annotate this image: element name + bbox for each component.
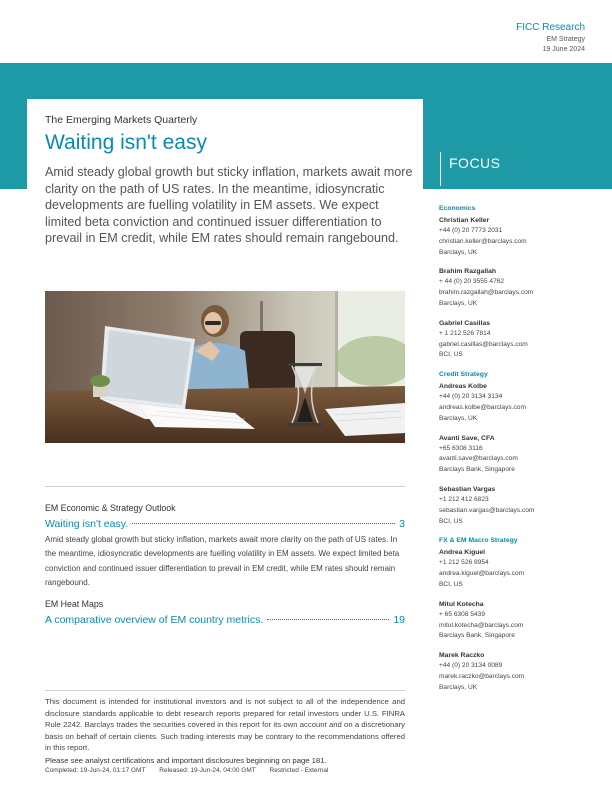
sidebar-section-fx: FX & EM Macro Strategy xyxy=(439,537,518,545)
analyst-entity: Barclays Bank, Singapore xyxy=(439,632,515,640)
cover-photo xyxy=(45,291,405,443)
toc-description: Amid steady global growth but sticky inflation, markets await more clarity on the path of US rates. In the meantime, idiosyncratic developments are fuelling volatility in EM assets. We expect limited beta conviction and continued issuer differentiation to prevail in EM credit, while EM rates should remain rangebound. xyxy=(45,535,400,588)
analyst-certification: Please see analyst certifications and important disclosures beginning on page 181. xyxy=(45,756,327,765)
analyst-card xyxy=(439,434,589,476)
disclaimer-text: This document is intended for institutional investors and is not subject to all of the independence and disclosure standards applicable to debt research reports prepared for retail investors under U.S. FINRA Rule 2242. Barclays trades the securities covered in this report for its own account and on a discretionary basis on behalf of certain clients. Such trading interests may be contrary to the recommendations offered in this report. xyxy=(45,697,405,752)
classification-label: Restricted - External xyxy=(269,767,329,774)
analyst-phone: +44 (0) 20 3134 0089 xyxy=(439,662,503,670)
released-timestamp: Released: 19-Jun-24, 04:00 GMT xyxy=(159,767,256,774)
analyst-email[interactable]: avanti.save@barclays.com xyxy=(439,455,518,463)
analyst-email[interactable]: christian.keller@barclays.com xyxy=(439,237,527,245)
analyst-email[interactable]: gabriel.casillas@barclays.com xyxy=(439,340,528,348)
analyst-card xyxy=(439,319,589,361)
toc-page-number[interactable]: 19 xyxy=(393,614,405,626)
analyst-name: Avanti Save, CFA xyxy=(439,434,495,442)
analyst-name: Christian Keller xyxy=(439,217,490,224)
analyst-name: Sebastian Vargas xyxy=(439,485,496,493)
analyst-email[interactable]: marek.raczko@barclays.com xyxy=(439,672,525,680)
analyst-name: Gabriel Casillas xyxy=(439,319,491,327)
analyst-email[interactable]: mitul.kotecha@barclays.com xyxy=(439,621,524,629)
analyst-entity: Barclays, UK xyxy=(439,414,478,422)
sidebar-section-credit: Credit Strategy xyxy=(439,371,488,379)
summary-text: Amid steady global growth but sticky inflation, markets await more clarity on the path of US rates. In the meantime, idiosyncratic developments are fuelling volatility in EM assets. We expect limited beta conviction and continued issuer differentiation to prevail in EM credit, while EM rates should remain rangebound. xyxy=(45,165,413,245)
footer xyxy=(45,767,340,774)
divider xyxy=(45,486,405,487)
analyst-phone: +1 212 526 8954 xyxy=(439,559,489,567)
completed-timestamp: Completed: 19-Jun-24, 01:17 GMT xyxy=(45,767,146,774)
analyst-email[interactable]: sebastian.vargas@barclays.com xyxy=(439,506,535,514)
analyst-name: Mitul Kotecha xyxy=(439,600,484,608)
analyst-phone: +44 (0) 20 3134 3134 xyxy=(439,393,503,401)
focus-label: FOCUS xyxy=(440,152,501,186)
toc-link-waiting[interactable] xyxy=(45,518,405,530)
analyst-email[interactable]: andrea.kiguel@barclays.com xyxy=(439,570,525,578)
analyst-name: Andrea Kiguel xyxy=(439,549,486,557)
analyst-sidebar xyxy=(439,205,589,703)
report-header xyxy=(516,22,585,53)
analyst-entity: Barclays, UK xyxy=(439,299,478,307)
analyst-name: Brahim Razgallah xyxy=(439,268,497,276)
page-title: Waiting isn't easy xyxy=(45,131,207,154)
analyst-name: Andreas Kolbe xyxy=(439,383,487,391)
analyst-entity: Barclays, UK xyxy=(439,248,478,256)
toc-section-title: EM Economic & Strategy Outlook xyxy=(45,503,176,513)
analyst-email[interactable]: brahim.razgallah@barclays.com xyxy=(439,289,534,297)
toc-leader xyxy=(267,619,389,620)
analyst-entity: Barclays, UK xyxy=(439,683,478,691)
analyst-phone: +1 212 412 6823 xyxy=(439,495,489,503)
analyst-card xyxy=(439,267,589,309)
analyst-card xyxy=(439,600,589,642)
report-date: 19 June 2024 xyxy=(542,46,585,53)
division-label: FICC Research xyxy=(516,22,585,33)
analyst-entity: BCI, US xyxy=(439,580,463,588)
analyst-entity: BCI, US xyxy=(439,517,463,525)
analyst-card xyxy=(439,548,589,590)
toc-section-title: EM Heat Maps xyxy=(45,599,104,609)
analyst-card xyxy=(439,216,589,258)
subdivision-label: EM Strategy xyxy=(546,36,585,43)
analyst-entity: Barclays Bank, Singapore xyxy=(439,466,515,474)
divider xyxy=(45,690,405,691)
analyst-phone: +44 (0) 20 7773 2031 xyxy=(439,227,503,234)
analyst-email[interactable]: andreas.kolbe@barclays.com xyxy=(439,403,526,411)
series-title: The Emerging Markets Quarterly xyxy=(45,114,198,126)
toc-page-number[interactable]: 3 xyxy=(399,518,405,530)
analyst-phone: +65 6308 3116 xyxy=(439,444,483,452)
toc-link-heat-maps[interactable] xyxy=(45,614,405,626)
analyst-phone: + 65 6308 5439 xyxy=(439,610,486,618)
sidebar-section-economics: Economics xyxy=(439,205,476,212)
analyst-name: Marek Raczko xyxy=(439,652,485,660)
analyst-card xyxy=(439,485,589,527)
toc-link-label[interactable]: A comparative overview of EM country metrics. xyxy=(45,614,264,626)
analyst-entity: BCI, US xyxy=(439,351,463,359)
analyst-card xyxy=(439,382,589,424)
toc-leader xyxy=(132,523,395,524)
toc-link-label[interactable]: Waiting isn't easy. xyxy=(45,518,129,530)
analyst-card xyxy=(439,651,589,693)
analyst-phone: + 1 212 526 7814 xyxy=(439,329,491,337)
analyst-phone: + 44 (0) 20 3555 4762 xyxy=(439,278,505,286)
